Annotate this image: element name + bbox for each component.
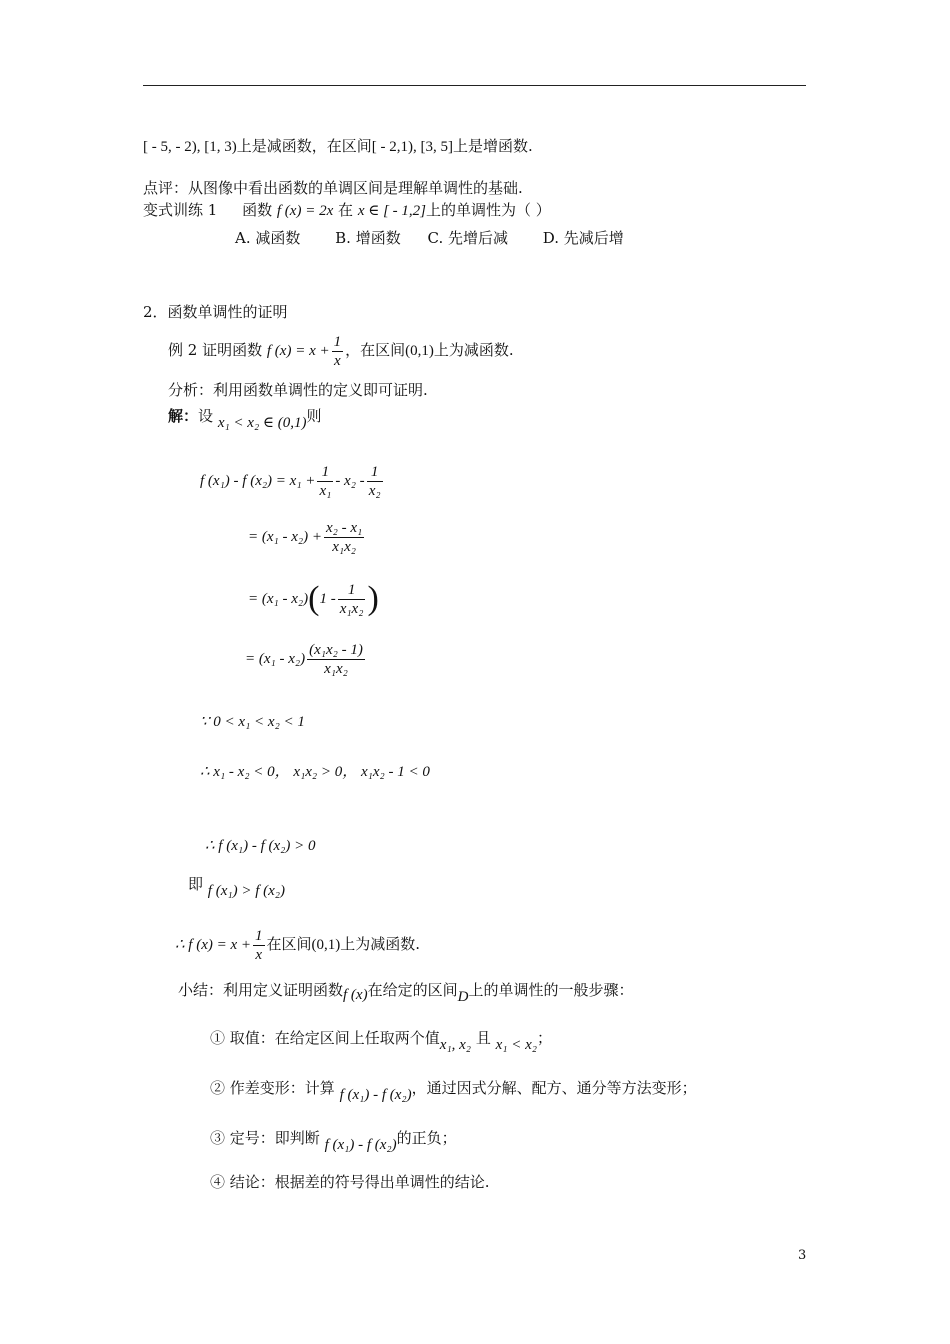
fraction-denominator: x₁x₂ bbox=[324, 660, 348, 677]
conclusion-line bbox=[175, 924, 420, 965]
row1-lhs: f (x₁) - f (x₂) = x₁ + bbox=[200, 473, 316, 489]
solution-label: 解： bbox=[168, 407, 199, 425]
because-line: ∵ 0 < x₁ < x₂ < 1 bbox=[200, 714, 305, 730]
step-2-text: ② 作差变形：计算 bbox=[210, 1079, 335, 1097]
row3-inner: 1 - bbox=[319, 591, 336, 607]
step-1-cond: x₁ < x₂ bbox=[495, 1037, 537, 1053]
fraction-numerator: 1 bbox=[338, 581, 366, 600]
row1-mid: - x₂ - bbox=[335, 473, 365, 489]
conclusion-text2: 上为减函数. bbox=[340, 935, 421, 953]
row3-fraction bbox=[338, 581, 366, 618]
summary-text1: 小结：利用定义证明函数 bbox=[178, 981, 344, 999]
row3-lhs: = (x₁ - x₂) bbox=[248, 591, 309, 607]
conclusion-fraction bbox=[253, 927, 265, 964]
derivation-row-3 bbox=[248, 576, 379, 621]
example-2-lhs: f (x) = x + bbox=[266, 343, 330, 359]
step-1-text: ① 取值：在给定区间上任取两个值 bbox=[210, 1029, 440, 1047]
summary-fx: f (x) bbox=[343, 987, 368, 1003]
decreasing-text: 上是减函数，在区间 bbox=[236, 137, 372, 155]
summary-line bbox=[178, 980, 634, 1005]
example-2-label: 例 2 证明函数 bbox=[168, 341, 263, 359]
example-2-text2: 上为减函数. bbox=[433, 341, 514, 359]
row4-lhs: = (x₁ - x₂) bbox=[245, 651, 306, 667]
fraction-numerator: 1 bbox=[333, 333, 342, 350]
conclusion-interval: (0,1) bbox=[311, 937, 341, 953]
step-2 bbox=[210, 1078, 697, 1103]
fraction-numerator: 1 bbox=[317, 463, 333, 482]
summary-text3: 上的单调性的一般步骤： bbox=[468, 981, 634, 999]
row1-fraction-2 bbox=[367, 463, 383, 500]
fraction-numerator: 1 bbox=[255, 927, 263, 944]
analysis-line: 分析：利用函数单调性的定义即可证明. bbox=[168, 381, 428, 399]
variant-label: 变式训练 1 bbox=[143, 201, 218, 219]
row1-fraction-1 bbox=[317, 463, 333, 500]
step-1-vars: x₁, x₂ bbox=[439, 1037, 472, 1053]
header-rule bbox=[143, 85, 806, 86]
step-3-expr: f (x₁) - f (x₂) bbox=[324, 1137, 397, 1153]
example-2-fraction bbox=[332, 333, 344, 370]
step-3-end: 的正负； bbox=[396, 1129, 457, 1147]
variant-text2: 在 bbox=[338, 201, 354, 219]
summary-d: D bbox=[457, 989, 469, 1005]
fraction-denominator: x₁x₂ bbox=[339, 600, 364, 617]
step-4: ④ 结论：根据差的符号得出单调性的结论. bbox=[210, 1173, 490, 1191]
option-c: C. 先增后减 bbox=[427, 229, 508, 247]
right-paren: ) bbox=[367, 580, 379, 617]
solution-then: 则 bbox=[306, 407, 322, 425]
fraction-numerator: (x₁x₂ - 1) bbox=[309, 641, 363, 658]
option-a: A. 减函数 bbox=[235, 229, 301, 247]
fraction-denominator: x bbox=[334, 352, 341, 369]
namely-line bbox=[188, 875, 285, 901]
option-b: B. 增函数 bbox=[335, 229, 401, 247]
example-2-text1: ，在区间 bbox=[345, 341, 406, 359]
page-number: 3 bbox=[798, 1248, 807, 1263]
decreasing-intervals: [ - 5, - 2), [1, 3) bbox=[143, 139, 237, 155]
fraction-denominator: x₂ bbox=[368, 482, 381, 499]
step-2-expr: f (x₁) - f (x₂) bbox=[339, 1087, 412, 1103]
step-3-text: ③ 定号：即判断 bbox=[210, 1129, 320, 1147]
derivation-row-4 bbox=[245, 638, 367, 679]
variant-text1: 函数 bbox=[242, 201, 273, 219]
therefore-line-1: ∴ x₁ - x₂ < 0， x₁x₂ > 0， x₁x₂ - 1 < 0 bbox=[200, 764, 430, 780]
step-1 bbox=[210, 1028, 552, 1053]
solution-set: 设 bbox=[198, 407, 214, 425]
fraction-numerator: x₂ - x₁ bbox=[325, 519, 363, 536]
example-2 bbox=[168, 332, 514, 370]
variant-domain: x ∈ [ - 1,2] bbox=[357, 203, 427, 219]
namely-expr: f (x₁) > f (x₂) bbox=[207, 883, 285, 899]
comment-line: 点评：从图像中看出函数的单调区间是理解单调性的基础. bbox=[143, 179, 523, 197]
variant-exercise bbox=[143, 200, 551, 221]
step-1-and: 且 bbox=[475, 1029, 491, 1047]
conclusion-lhs: ∴ f (x) = x + bbox=[175, 937, 252, 953]
step-1-end: ； bbox=[536, 1029, 552, 1047]
fraction-denominator: x₁x₂ bbox=[332, 538, 356, 555]
example-2-interval: (0,1) bbox=[405, 343, 434, 359]
fraction-numerator: 1 bbox=[367, 463, 383, 482]
conclusion-text1: 在区间 bbox=[266, 935, 312, 953]
derivation-row-1 bbox=[200, 460, 385, 501]
namely-label: 即 bbox=[188, 875, 204, 893]
variant-text3: 上的单调性为（ ） bbox=[426, 201, 551, 219]
derivation-row-2 bbox=[248, 516, 366, 557]
therefore-line-2: ∴ f (x₁) - f (x₂) > 0 bbox=[205, 838, 316, 854]
left-paren: ( bbox=[308, 580, 320, 617]
solution-line bbox=[168, 406, 322, 431]
section-2-title: 2．函数单调性的证明 bbox=[143, 303, 288, 321]
interval-statement bbox=[143, 136, 533, 157]
step-2-end: ，通过因式分解、配方、通分等方法变形； bbox=[411, 1079, 697, 1097]
increasing-text: 上是增函数. bbox=[452, 137, 533, 155]
option-d: D. 先减后增 bbox=[542, 229, 624, 247]
solution-condition: x₁ < x₂ ∈ (0,1) bbox=[217, 415, 307, 431]
fraction-denominator: x bbox=[255, 946, 263, 963]
variant-func: f (x) = 2x bbox=[276, 203, 334, 219]
summary-text2: 在给定的区间 bbox=[367, 981, 458, 999]
increasing-intervals: [ - 2,1), [3, 5] bbox=[371, 139, 453, 155]
row2-fraction bbox=[324, 519, 364, 556]
row4-fraction bbox=[307, 641, 365, 678]
row2-lhs: = (x₁ - x₂) + bbox=[248, 529, 322, 545]
step-3 bbox=[210, 1128, 457, 1153]
options-row bbox=[235, 228, 624, 248]
fraction-denominator: x₁ bbox=[319, 482, 332, 499]
